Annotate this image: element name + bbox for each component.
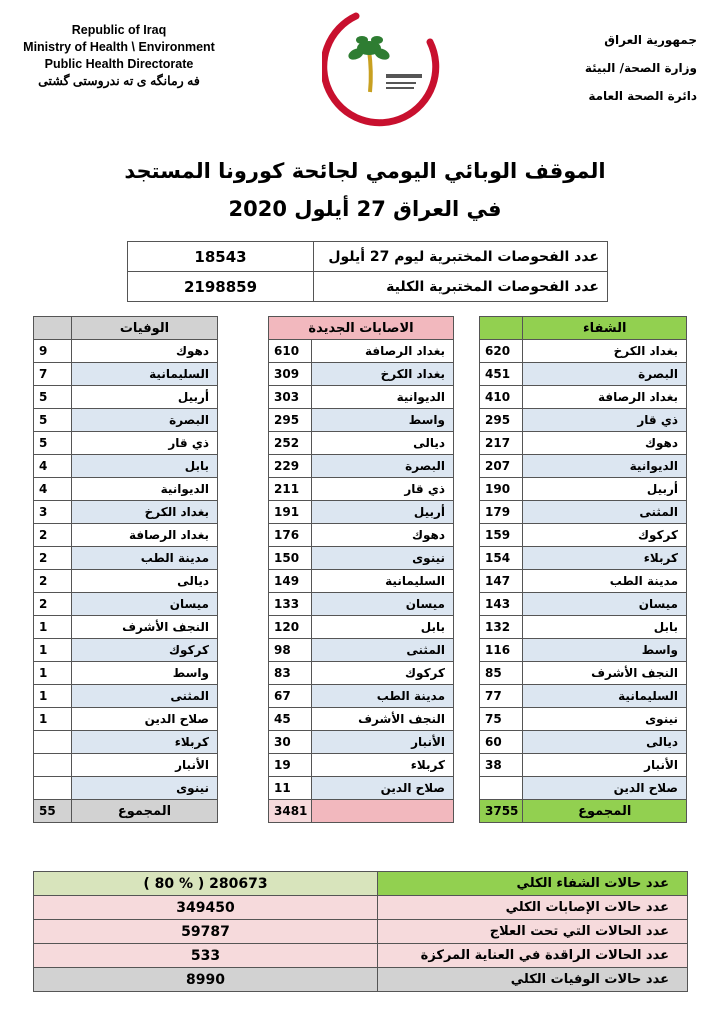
deaths-row bbox=[34, 501, 218, 524]
recovered-place: أربيل bbox=[523, 478, 687, 501]
deaths-count: 4 bbox=[34, 478, 72, 501]
recovered-place: ديالى bbox=[523, 731, 687, 754]
deaths-header-row bbox=[34, 317, 218, 340]
new-cases-place: واسط bbox=[312, 409, 454, 432]
recovered-place: النجف الأشرف bbox=[523, 662, 687, 685]
recovered-count: 190 bbox=[480, 478, 523, 501]
new-cases-count: 98 bbox=[269, 639, 312, 662]
recovered-row bbox=[480, 409, 687, 432]
recovered-row bbox=[480, 386, 687, 409]
deaths-count: 5 bbox=[34, 409, 72, 432]
header-right-block bbox=[557, 26, 697, 110]
summary-label: عدد الحالات التي تحت العلاج bbox=[378, 920, 688, 944]
deaths-place: بغداد الرصافة bbox=[72, 524, 218, 547]
deaths-row bbox=[34, 754, 218, 777]
deaths-place: النجف الأشرف bbox=[72, 616, 218, 639]
new-cases-row bbox=[269, 455, 454, 478]
new-cases-count: 30 bbox=[269, 731, 312, 754]
header-left-line: Ministry of Health \ Environment bbox=[23, 40, 215, 54]
header-left-line: Republic of Iraq bbox=[71, 23, 167, 37]
recovered-count: 85 bbox=[480, 662, 523, 685]
deaths-row bbox=[34, 547, 218, 570]
new-cases-row bbox=[269, 478, 454, 501]
new-cases-count: 45 bbox=[269, 708, 312, 731]
recovered-count: 410 bbox=[480, 386, 523, 409]
deaths-count: 1 bbox=[34, 662, 72, 685]
title-line-1: الموقف الوبائي اليومي لجائحة كورونا المستجد bbox=[124, 159, 606, 183]
new-cases-place: السليمانية bbox=[312, 570, 454, 593]
deaths-count: 4 bbox=[34, 455, 72, 478]
summary-row bbox=[34, 920, 688, 944]
deaths-count: 1 bbox=[34, 708, 72, 731]
new-cases-place: مدينة الطب bbox=[312, 685, 454, 708]
new-cases-place: الديوانية bbox=[312, 386, 454, 409]
new-cases-count: 303 bbox=[269, 386, 312, 409]
new-cases-place: بغداد الكرخ bbox=[312, 363, 454, 386]
lab-tests-label: عدد الفحوصات المختبرية ليوم 27 أيلول bbox=[314, 242, 608, 272]
deaths-row bbox=[34, 593, 218, 616]
new-cases-place: دهوك bbox=[312, 524, 454, 547]
recovered-header-row bbox=[480, 317, 687, 340]
new-cases-row bbox=[269, 432, 454, 455]
deaths-place: ديالى bbox=[72, 570, 218, 593]
recovered-row bbox=[480, 754, 687, 777]
recovered-count: 77 bbox=[480, 685, 523, 708]
deaths-row bbox=[34, 685, 218, 708]
recovered-place: مدينة الطب bbox=[523, 570, 687, 593]
deaths-row bbox=[34, 639, 218, 662]
deaths-place: دهوك bbox=[72, 340, 218, 363]
recovered-count: 147 bbox=[480, 570, 523, 593]
deaths-row bbox=[34, 432, 218, 455]
deaths-row bbox=[34, 524, 218, 547]
new-cases-count: 11 bbox=[269, 777, 312, 800]
new-cases-row bbox=[269, 570, 454, 593]
summary-value: ( 80 % ) 280673 bbox=[34, 872, 378, 896]
deaths-count: 2 bbox=[34, 547, 72, 570]
recovered-row bbox=[480, 708, 687, 731]
deaths-count bbox=[34, 777, 72, 800]
deaths-place: أربيل bbox=[72, 386, 218, 409]
recovered-row bbox=[480, 777, 687, 800]
new-cases-count: 19 bbox=[269, 754, 312, 777]
new-cases-row bbox=[269, 593, 454, 616]
deaths-place: كركوك bbox=[72, 639, 218, 662]
new-cases-row bbox=[269, 501, 454, 524]
recovered-count: 179 bbox=[480, 501, 523, 524]
recovered-row bbox=[480, 685, 687, 708]
new-cases-row bbox=[269, 731, 454, 754]
lab-tests-value: 18543 bbox=[128, 242, 314, 272]
recovered-place: الديوانية bbox=[523, 455, 687, 478]
new-cases-total-value: 3481 bbox=[269, 800, 312, 823]
new-cases-place: النجف الأشرف bbox=[312, 708, 454, 731]
new-cases-place: بغداد الرصافة bbox=[312, 340, 454, 363]
recovered-place: السليمانية bbox=[523, 685, 687, 708]
summary-label: عدد حالات الإصابات الكلي bbox=[378, 896, 688, 920]
deaths-place: الديوانية bbox=[72, 478, 218, 501]
recovered-place: ذي قار bbox=[523, 409, 687, 432]
recovered-count: 451 bbox=[480, 363, 523, 386]
recovered-count: 132 bbox=[480, 616, 523, 639]
recovered-row bbox=[480, 547, 687, 570]
recovered-row bbox=[480, 731, 687, 754]
new-cases-heading: الاصابات الجديدة bbox=[269, 317, 454, 340]
deaths-count: 7 bbox=[34, 363, 72, 386]
deaths-count: 5 bbox=[34, 386, 72, 409]
recovered-place: واسط bbox=[523, 639, 687, 662]
new-cases-row bbox=[269, 409, 454, 432]
deaths-place: كربلاء bbox=[72, 731, 218, 754]
new-cases-place: بابل bbox=[312, 616, 454, 639]
recovered-count: 217 bbox=[480, 432, 523, 455]
deaths-place: بابل bbox=[72, 455, 218, 478]
recovered-total-label: المجموع bbox=[523, 800, 687, 823]
deaths-count: 1 bbox=[34, 685, 72, 708]
recovered-place: الأنبار bbox=[523, 754, 687, 777]
recovered-table bbox=[479, 316, 687, 823]
new-cases-place: ميسان bbox=[312, 593, 454, 616]
lab-tests-value: 2198859 bbox=[128, 272, 314, 302]
deaths-place: السليمانية bbox=[72, 363, 218, 386]
deaths-total-label: المجموع bbox=[72, 800, 218, 823]
deaths-place: المثنى bbox=[72, 685, 218, 708]
deaths-total-value: 55 bbox=[34, 800, 72, 823]
recovered-row bbox=[480, 363, 687, 386]
new-cases-header-row bbox=[269, 317, 454, 340]
deaths-place: ذي قار bbox=[72, 432, 218, 455]
summary-row bbox=[34, 968, 688, 992]
deaths-count: 2 bbox=[34, 593, 72, 616]
new-cases-row bbox=[269, 616, 454, 639]
new-cases-table bbox=[268, 316, 454, 823]
new-cases-count: 295 bbox=[269, 409, 312, 432]
deaths-count: 3 bbox=[34, 501, 72, 524]
recovered-row bbox=[480, 639, 687, 662]
new-cases-place: كربلاء bbox=[312, 754, 454, 777]
recovered-row bbox=[480, 455, 687, 478]
recovered-total-value: 3755 bbox=[480, 800, 523, 823]
new-cases-row bbox=[269, 662, 454, 685]
new-cases-place: ديالى bbox=[312, 432, 454, 455]
deaths-place: مدينة الطب bbox=[72, 547, 218, 570]
deaths-row bbox=[34, 662, 218, 685]
summary-value: 8990 bbox=[34, 968, 378, 992]
new-cases-row bbox=[269, 547, 454, 570]
summary-value: 59787 bbox=[34, 920, 378, 944]
recovered-place: كركوك bbox=[523, 524, 687, 547]
recovered-count: 143 bbox=[480, 593, 523, 616]
recovered-row bbox=[480, 478, 687, 501]
deaths-row bbox=[34, 478, 218, 501]
recovered-place: صلاح الدين bbox=[523, 777, 687, 800]
recovered-place: بغداد الكرخ bbox=[523, 340, 687, 363]
deaths-row bbox=[34, 363, 218, 386]
new-cases-row bbox=[269, 708, 454, 731]
recovered-place: دهوك bbox=[523, 432, 687, 455]
header-right-line: جمهورية العراق bbox=[604, 33, 697, 47]
summary-label: عدد حالات الوفيات الكلي bbox=[378, 968, 688, 992]
new-cases-total-label bbox=[312, 800, 454, 823]
lab-tests-row bbox=[128, 242, 608, 272]
deaths-place: صلاح الدين bbox=[72, 708, 218, 731]
deaths-count: 2 bbox=[34, 524, 72, 547]
new-cases-place: نينوى bbox=[312, 547, 454, 570]
header-right-line: وزارة الصحة/ البيئة bbox=[584, 61, 697, 75]
recovered-place: كربلاء bbox=[523, 547, 687, 570]
deaths-row bbox=[34, 731, 218, 754]
recovered-row bbox=[480, 593, 687, 616]
deaths-heading-blank bbox=[34, 317, 72, 340]
header-left-block bbox=[4, 22, 234, 90]
deaths-count: 2 bbox=[34, 570, 72, 593]
deaths-place: ميسان bbox=[72, 593, 218, 616]
new-cases-row bbox=[269, 340, 454, 363]
deaths-place: نينوى bbox=[72, 777, 218, 800]
summary-value: 349450 bbox=[34, 896, 378, 920]
recovered-count: 159 bbox=[480, 524, 523, 547]
new-cases-count: 149 bbox=[269, 570, 312, 593]
deaths-count: 5 bbox=[34, 432, 72, 455]
deaths-table bbox=[33, 316, 218, 823]
summary-row bbox=[34, 896, 688, 920]
recovered-row bbox=[480, 432, 687, 455]
deaths-total-row bbox=[34, 800, 218, 823]
recovered-heading: الشفاء bbox=[523, 317, 687, 340]
recovered-place: نينوى bbox=[523, 708, 687, 731]
recovered-row bbox=[480, 501, 687, 524]
summary-label: عدد حالات الشفاء الكلي bbox=[378, 872, 688, 896]
lab-tests-label: عدد الفحوصات المختبرية الكلية bbox=[314, 272, 608, 302]
new-cases-row bbox=[269, 685, 454, 708]
recovered-row bbox=[480, 570, 687, 593]
deaths-count: 9 bbox=[34, 340, 72, 363]
new-cases-count: 176 bbox=[269, 524, 312, 547]
new-cases-count: 211 bbox=[269, 478, 312, 501]
deaths-count bbox=[34, 754, 72, 777]
new-cases-row bbox=[269, 524, 454, 547]
summary-row bbox=[34, 944, 688, 968]
new-cases-count: 229 bbox=[269, 455, 312, 478]
new-cases-place: ذي قار bbox=[312, 478, 454, 501]
summary-row bbox=[34, 872, 688, 896]
report-title bbox=[100, 152, 630, 228]
recovered-count: 60 bbox=[480, 731, 523, 754]
deaths-row bbox=[34, 386, 218, 409]
recovered-heading-blank bbox=[480, 317, 523, 340]
recovered-place: بابل bbox=[523, 616, 687, 639]
header-right-line: دائرة الصحة العامة bbox=[588, 89, 697, 103]
new-cases-row bbox=[269, 754, 454, 777]
recovered-count: 38 bbox=[480, 754, 523, 777]
new-cases-row bbox=[269, 386, 454, 409]
header-left-line: Public Health Directorate bbox=[44, 57, 194, 71]
recovered-count: 116 bbox=[480, 639, 523, 662]
new-cases-place: الأنبار bbox=[312, 731, 454, 754]
new-cases-place: المثنى bbox=[312, 639, 454, 662]
recovered-count: 154 bbox=[480, 547, 523, 570]
totals-summary-table bbox=[33, 871, 688, 992]
new-cases-place: كركوك bbox=[312, 662, 454, 685]
new-cases-count: 150 bbox=[269, 547, 312, 570]
ministry-logo bbox=[322, 2, 442, 132]
recovered-row bbox=[480, 524, 687, 547]
new-cases-total-row bbox=[269, 800, 454, 823]
title-line-2: في العراق 27 أيلول 2020 bbox=[228, 197, 502, 221]
summary-label: عدد الحالات الراقدة في العناية المركزة bbox=[378, 944, 688, 968]
deaths-row bbox=[34, 409, 218, 432]
new-cases-count: 191 bbox=[269, 501, 312, 524]
deaths-count bbox=[34, 731, 72, 754]
deaths-row bbox=[34, 616, 218, 639]
new-cases-count: 83 bbox=[269, 662, 312, 685]
deaths-row bbox=[34, 708, 218, 731]
new-cases-place: أربيل bbox=[312, 501, 454, 524]
deaths-place: واسط bbox=[72, 662, 218, 685]
new-cases-count: 133 bbox=[269, 593, 312, 616]
summary-value: 533 bbox=[34, 944, 378, 968]
deaths-place: الأنبار bbox=[72, 754, 218, 777]
new-cases-count: 309 bbox=[269, 363, 312, 386]
recovered-place: المثنى bbox=[523, 501, 687, 524]
deaths-row bbox=[34, 455, 218, 478]
new-cases-count: 252 bbox=[269, 432, 312, 455]
new-cases-row bbox=[269, 777, 454, 800]
new-cases-place: صلاح الدين bbox=[312, 777, 454, 800]
deaths-place: البصرة bbox=[72, 409, 218, 432]
deaths-row bbox=[34, 570, 218, 593]
recovered-place: ميسان bbox=[523, 593, 687, 616]
recovered-count: 207 bbox=[480, 455, 523, 478]
new-cases-count: 120 bbox=[269, 616, 312, 639]
recovered-row bbox=[480, 616, 687, 639]
header-left-line: فه رمانگه ی ته ندروستی گشتی bbox=[38, 74, 200, 88]
recovered-place: البصرة bbox=[523, 363, 687, 386]
deaths-place: بغداد الكرخ bbox=[72, 501, 218, 524]
new-cases-count: 67 bbox=[269, 685, 312, 708]
recovered-count: 295 bbox=[480, 409, 523, 432]
recovered-total-row bbox=[480, 800, 687, 823]
recovered-row bbox=[480, 340, 687, 363]
recovered-count: 75 bbox=[480, 708, 523, 731]
recovered-count: 620 bbox=[480, 340, 523, 363]
new-cases-place: البصرة bbox=[312, 455, 454, 478]
lab-tests-row bbox=[128, 272, 608, 302]
deaths-count: 1 bbox=[34, 639, 72, 662]
deaths-row bbox=[34, 777, 218, 800]
recovered-place: بغداد الرصافة bbox=[523, 386, 687, 409]
new-cases-row bbox=[269, 363, 454, 386]
new-cases-row bbox=[269, 639, 454, 662]
deaths-count: 1 bbox=[34, 616, 72, 639]
lab-tests-table bbox=[127, 241, 608, 302]
deaths-row bbox=[34, 340, 218, 363]
recovered-count bbox=[480, 777, 523, 800]
deaths-heading: الوفيات bbox=[72, 317, 218, 340]
recovered-row bbox=[480, 662, 687, 685]
new-cases-count: 610 bbox=[269, 340, 312, 363]
